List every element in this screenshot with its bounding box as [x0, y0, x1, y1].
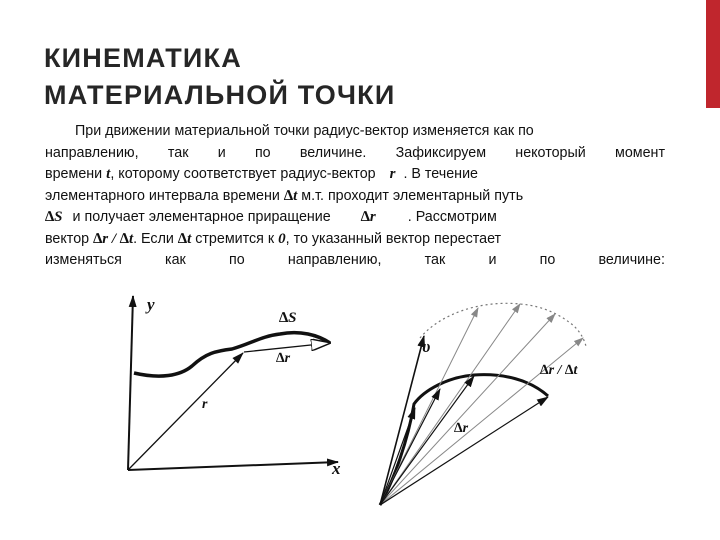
line-2-word: так	[167, 144, 189, 161]
title-line-2: МАТЕРИАЛЬНОЙ ТОЧКИ	[44, 80, 396, 110]
x-axis-label: x	[332, 459, 341, 478]
title-line-1: КИНЕМАТИКА	[44, 43, 242, 73]
line-5-text-a: и получает элементарное приращение	[72, 209, 331, 225]
line-3-text-b: , которому соответствует радиус-вектор	[110, 166, 376, 182]
chord-vector-3	[380, 376, 474, 505]
symbol-zero: 0	[278, 230, 286, 247]
ratio-vector-2	[380, 304, 520, 505]
symbol-r: r	[389, 166, 396, 182]
line-7-word: по	[228, 252, 245, 268]
line-2-word: момент	[614, 144, 665, 161]
y-axis-label: y	[147, 295, 155, 314]
chord-vector-2	[380, 389, 440, 505]
symbol-dt: ∆t	[283, 187, 298, 204]
line-6-text-c: стремится к	[195, 230, 275, 247]
right-figure	[380, 303, 586, 505]
label-dr: ∆r	[276, 351, 291, 366]
label-dr-dt: ∆r / ∆t	[540, 363, 578, 378]
velocity-vector	[380, 336, 424, 505]
line-6-text-d: , то указанный вектор перестает	[285, 230, 502, 247]
label-dS: ∆S	[279, 310, 297, 326]
line-2-word: Зафиксируем	[395, 144, 487, 161]
line-7-word: и	[488, 252, 497, 268]
symbol-dt-2: ∆t	[177, 230, 192, 247]
x-axis	[128, 462, 338, 470]
left-figure	[128, 295, 341, 478]
line-2-word: некоторый	[515, 144, 586, 161]
symbol-t: t	[106, 166, 111, 182]
velocity-endpoint-curve	[420, 303, 586, 346]
line-1-text: При движении материальной точки радиус-вектор изменяется как по	[75, 123, 534, 139]
trajectory-curve	[134, 333, 330, 376]
line-4-text-a: элементарного интервала времени	[45, 187, 280, 204]
y-axis	[128, 296, 133, 470]
line-3-text-c: . В течение	[403, 166, 479, 182]
label-v: υ	[422, 337, 431, 356]
label-r: r	[202, 397, 208, 412]
line-7-word: изменяться	[45, 252, 122, 268]
line-2-word: направлению,	[45, 144, 139, 161]
symbol-dS: ∆S	[45, 209, 63, 225]
line-7-word: по	[539, 252, 556, 268]
line-4-text-b: м.т. проходит элементарный путь	[301, 187, 524, 204]
line-2-word: величине.	[299, 144, 367, 161]
line-6-text-b: . Если	[133, 230, 174, 247]
line-6-text-a: вектор	[45, 230, 90, 247]
line-7-word: как	[165, 252, 186, 268]
trajectory-curve-right	[380, 375, 548, 505]
symbol-dr-dt: ∆r / ∆t	[93, 230, 134, 247]
line-7-word: направлению,	[287, 252, 382, 268]
label-dr-right: ∆r	[454, 421, 469, 436]
line-3-text-a: времени	[45, 166, 103, 182]
line-7-word: так	[424, 252, 446, 268]
line-5-text-b: . Рассмотрим	[407, 209, 497, 225]
line-2-word: и	[217, 144, 226, 161]
line-7-word: величине:	[598, 252, 665, 268]
line-2-word: по	[254, 144, 271, 161]
symbol-dr: ∆r	[360, 209, 376, 225]
